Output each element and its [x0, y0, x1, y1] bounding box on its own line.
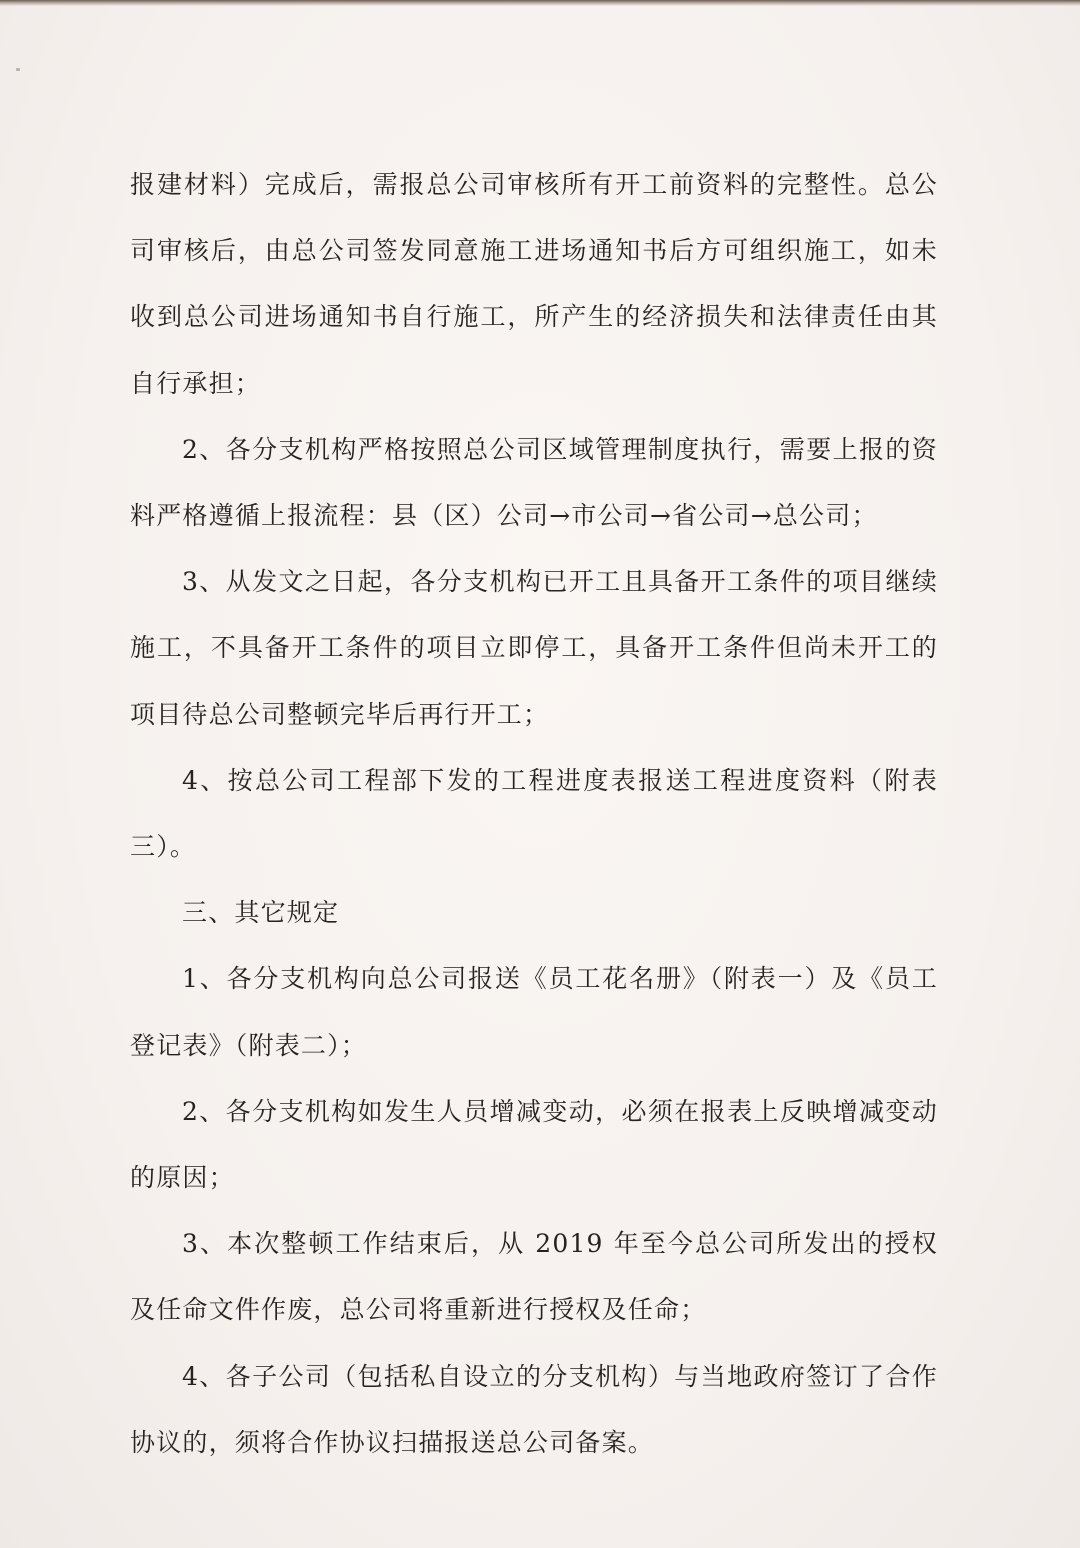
document-body	[130, 152, 938, 1476]
paragraph-item-3-work-stoppage: 3、从发文之日起，各分支机构已开工且具备开工条件的项目继续施工，不具备开工条件的项目立即停工，具备开工条件但尚未开工的项目待总公司整顿完毕后再行开工；	[130, 567, 938, 729]
page-top-edge-shadow	[0, 0, 1080, 6]
paragraph-rule-3-authorization-void: 3、本次整顿工作结束后，从 2019 年至今总公司所发出的授权及任命文件作废，总公司将重新进行授权及任命；	[130, 1229, 938, 1325]
paragraph-rule-1-staff-roster: 1、各分支机构向总公司报送《员工花名册》（附表一）及《员工登记表》（附表二）；	[130, 964, 938, 1060]
paragraph-rule-2-staff-changes: 2、各分支机构如发生人员增减变动，必须在报表上反映增减变动的原因；	[130, 1096, 938, 1193]
paragraph-item-4-progress-report: 4、按总公司工程部下发的工程进度表报送工程进度资料（附表三）。	[130, 765, 938, 862]
paragraph-continuation: 报建材料）完成后，需报总公司审核所有开工前资料的完整性。总公司审核后，由总公司签发同意施工进场通知书后方可组织施工，如未收到总公司进场通知书自行施工，所产生的经济损失和法律责任由其自行承担；	[130, 170, 938, 398]
paragraph-rule-4-cooperation-agreements: 4、各子公司（包括私自设立的分支机构）与当地政府签订了合作协议的，须将合作协议扫描报送总公司备案。	[130, 1361, 938, 1457]
section-heading-other-rules: 三、其它规定	[182, 898, 340, 928]
paragraph-item-2-reporting-flow: 2、各分支机构严格按照总公司区域管理制度执行，需要上报的资料严格遵循上报流程：县（区）公司→市公司→省公司→总公司；	[130, 434, 938, 531]
scan-speck	[16, 68, 20, 71]
